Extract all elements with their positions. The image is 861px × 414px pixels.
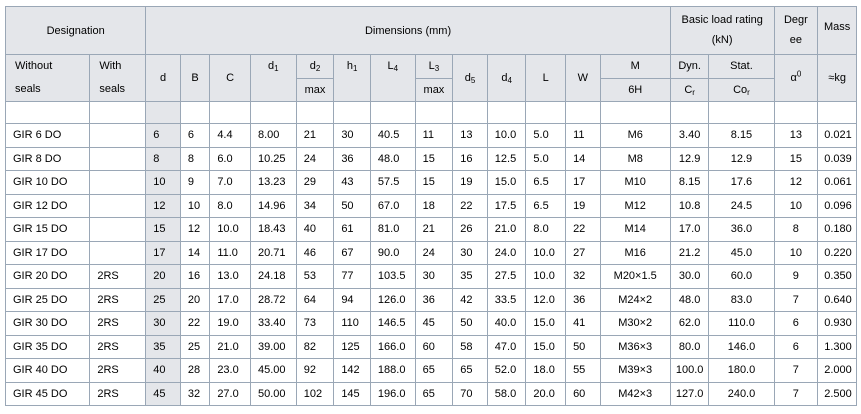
cell-h1: 145 (334, 382, 371, 406)
dimensions-header: Dimensions (mm) (146, 7, 671, 55)
cell-deg: 13 (774, 124, 818, 148)
cell-b: 9 (180, 171, 209, 195)
cell-d4: 17.5 (487, 194, 526, 218)
cell-h1: 67 (334, 241, 371, 265)
cell-without: GIR 20 DO (6, 265, 90, 289)
cell-d: 25 (146, 288, 181, 312)
cell-without: GIR 10 DO (6, 171, 90, 195)
cell-stat: 24.5 (709, 194, 774, 218)
cell-without: GIR 17 DO (6, 241, 90, 265)
cell-d2: 24 (296, 147, 334, 171)
table-row (6, 288, 857, 312)
col-L3-max-header: max (415, 78, 453, 102)
cell-d2: 29 (296, 171, 334, 195)
cell-d4: 58.0 (487, 382, 526, 406)
cell-d5: 13 (453, 124, 488, 148)
cell-b: 32 (180, 382, 209, 406)
cell-stat: 146.0 (709, 335, 774, 359)
cell-h1: 125 (334, 335, 371, 359)
cell-d2: 82 (296, 335, 334, 359)
cell-l4: 146.5 (370, 312, 415, 336)
col-d2-header: $d_2$ (296, 55, 334, 79)
cell-m: M30×2 (600, 312, 670, 336)
cell-l4: 67.0 (370, 194, 415, 218)
cell-d1: 8.00 (250, 124, 296, 148)
cell-dyn: 80.0 (670, 335, 709, 359)
cell-d5: 70 (453, 382, 488, 406)
table-row (6, 241, 857, 265)
cell-d4: 15.0 (487, 171, 526, 195)
cell-mass: 0.061 (818, 171, 857, 195)
cell-w: 60 (566, 382, 601, 406)
mass-header: Mass (818, 7, 857, 55)
cell-stat: 180.0 (709, 359, 774, 383)
cell-l: 20.0 (526, 382, 566, 406)
cell-m: M39×3 (600, 359, 670, 383)
designation-header: Designation (6, 7, 146, 55)
cell-stat: 83.0 (709, 288, 774, 312)
table-row (6, 265, 857, 289)
table-row (6, 194, 857, 218)
col-L-header: L (526, 55, 566, 102)
cell-dyn: 21.2 (670, 241, 709, 265)
cell-c: 19.0 (210, 312, 251, 336)
cell-stat: 12.9 (709, 147, 774, 171)
col-d4-header: $d_4$ (487, 55, 526, 102)
cell-l3: 15 (415, 147, 453, 171)
cell-d2: 21 (296, 124, 334, 148)
cell-l3: 30 (415, 265, 453, 289)
cell-dyn: 10.8 (670, 194, 709, 218)
cell-with: 2RS (90, 335, 146, 359)
cell-l: 15.0 (526, 335, 566, 359)
cell-d: 30 (146, 312, 181, 336)
col-mass-unit-header: ≈kg (818, 55, 857, 102)
cell-d: 10 (146, 171, 181, 195)
cell-d1: 10.25 (250, 147, 296, 171)
cell-l: 6.5 (526, 171, 566, 195)
cell-w: 32 (566, 265, 601, 289)
col-C-header: C (210, 55, 251, 102)
cell-w: 36 (566, 288, 601, 312)
cell-with (90, 124, 146, 148)
cell-d: 45 (146, 382, 181, 406)
cell-l: 15.0 (526, 312, 566, 336)
cell-d5: 19 (453, 171, 488, 195)
cell-mass: 0.039 (818, 147, 857, 171)
col-L4-header: $L_4$ (370, 55, 415, 102)
cell-b: 8 (180, 147, 209, 171)
table-row (6, 124, 857, 148)
cell-w: 22 (566, 218, 601, 242)
cell-l3: 60 (415, 335, 453, 359)
cell-h1: 94 (334, 288, 371, 312)
cell-d5: 26 (453, 218, 488, 242)
col-cor-header: $Co_r$ (709, 78, 774, 102)
cell-d1: 14.96 (250, 194, 296, 218)
cell-stat: 45.0 (709, 241, 774, 265)
cell-l: 6.5 (526, 194, 566, 218)
cell-h1: 36 (334, 147, 371, 171)
cell-m: M14 (600, 218, 670, 242)
cell-d1: 13.23 (250, 171, 296, 195)
cell-w: 50 (566, 335, 601, 359)
cell-without: GIR 12 DO (6, 194, 90, 218)
cell-l: 10.0 (526, 265, 566, 289)
cell-l3: 21 (415, 218, 453, 242)
cell-c: 27.0 (210, 382, 251, 406)
cell-with: 2RS (90, 312, 146, 336)
col-W-header: W (566, 55, 601, 102)
cell-deg: 8 (774, 218, 818, 242)
cell-d: 8 (146, 147, 181, 171)
cell-with: 2RS (90, 359, 146, 383)
cell-l3: 18 (415, 194, 453, 218)
cell-mass: 2.000 (818, 359, 857, 383)
cell-m: M36×3 (600, 335, 670, 359)
cell-deg: 7 (774, 359, 818, 383)
cell-m: M8 (600, 147, 670, 171)
cell-deg: 12 (774, 171, 818, 195)
cell-h1: 50 (334, 194, 371, 218)
cell-d1: 24.18 (250, 265, 296, 289)
col-thread-header: 6H (600, 78, 670, 102)
cell-l4: 103.5 (370, 265, 415, 289)
cell-without: GIR 15 DO (6, 218, 90, 242)
cell-h1: 43 (334, 171, 371, 195)
cell-c: 8.0 (210, 194, 251, 218)
cell-l3: 36 (415, 288, 453, 312)
cell-w: 14 (566, 147, 601, 171)
cell-dyn: 17.0 (670, 218, 709, 242)
cell-l4: 40.5 (370, 124, 415, 148)
cell-with (90, 218, 146, 242)
cell-mass: 0.220 (818, 241, 857, 265)
without-seals-header: Without seals (6, 55, 90, 102)
cell-dyn: 62.0 (670, 312, 709, 336)
cell-dyn: 3.40 (670, 124, 709, 148)
cell-d4: 21.0 (487, 218, 526, 242)
cell-d1: 45.00 (250, 359, 296, 383)
table-body (6, 102, 857, 406)
col-alpha-header: $\alpha^0$ (774, 55, 818, 102)
cell-d4: 24.0 (487, 241, 526, 265)
cell-d2: 40 (296, 218, 334, 242)
cell-d2: 53 (296, 265, 334, 289)
cell-c: 10.0 (210, 218, 251, 242)
cell-l3: 15 (415, 171, 453, 195)
cell-d: 17 (146, 241, 181, 265)
spec-table-wrapper (5, 6, 857, 406)
cell-mass: 1.300 (818, 335, 857, 359)
cell-mass: 0.930 (818, 312, 857, 336)
cell-c: 13.0 (210, 265, 251, 289)
cell-without: GIR 40 DO (6, 359, 90, 383)
cell-d1: 33.40 (250, 312, 296, 336)
col-L3-header: $L_3$ (415, 55, 453, 79)
cell-c: 21.0 (210, 335, 251, 359)
table-row (6, 335, 857, 359)
cell-l: 12.0 (526, 288, 566, 312)
cell-h1: 30 (334, 124, 371, 148)
cell-dyn: 48.0 (670, 288, 709, 312)
cell-dyn: 30.0 (670, 265, 709, 289)
cell-d5: 30 (453, 241, 488, 265)
cell-deg: 10 (774, 241, 818, 265)
cell-d: 40 (146, 359, 181, 383)
cell-b: 20 (180, 288, 209, 312)
cell-w: 55 (566, 359, 601, 383)
cell-d: 35 (146, 335, 181, 359)
cell-l: 5.0 (526, 147, 566, 171)
cell-deg: 10 (774, 194, 818, 218)
table-header (6, 7, 857, 102)
table-row (6, 382, 857, 406)
col-d2-max-header: max (296, 78, 334, 102)
cell-m: M12 (600, 194, 670, 218)
cell-b: 12 (180, 218, 209, 242)
table-row (6, 218, 857, 242)
cell-dyn: 100.0 (670, 359, 709, 383)
spacer-row (6, 102, 857, 124)
cell-d: 15 (146, 218, 181, 242)
cell-stat: 8.15 (709, 124, 774, 148)
cell-deg: 9 (774, 265, 818, 289)
cell-b: 6 (180, 124, 209, 148)
cell-mass: 0.021 (818, 124, 857, 148)
cell-l: 18.0 (526, 359, 566, 383)
cell-l: 8.0 (526, 218, 566, 242)
cell-d: 20 (146, 265, 181, 289)
cell-c: 6.0 (210, 147, 251, 171)
cell-l4: 196.0 (370, 382, 415, 406)
cell-h1: 61 (334, 218, 371, 242)
cell-d: 12 (146, 194, 181, 218)
cell-l4: 90.0 (370, 241, 415, 265)
cell-l: 10.0 (526, 241, 566, 265)
cell-d5: 22 (453, 194, 488, 218)
cell-h1: 110 (334, 312, 371, 336)
col-M-header: M (600, 55, 670, 79)
cell-d1: 28.72 (250, 288, 296, 312)
cell-with: 2RS (90, 288, 146, 312)
cell-stat: 17.6 (709, 171, 774, 195)
cell-d5: 50 (453, 312, 488, 336)
cell-d4: 12.5 (487, 147, 526, 171)
cell-l4: 188.0 (370, 359, 415, 383)
cell-stat: 60.0 (709, 265, 774, 289)
cell-without: GIR 35 DO (6, 335, 90, 359)
cell-d1: 20.71 (250, 241, 296, 265)
cell-h1: 77 (334, 265, 371, 289)
cell-d4: 40.0 (487, 312, 526, 336)
cell-d1: 39.00 (250, 335, 296, 359)
cell-l4: 81.0 (370, 218, 415, 242)
load-rating-header: Basic load rating (kN) (670, 7, 774, 55)
cell-with (90, 147, 146, 171)
cell-b: 14 (180, 241, 209, 265)
cell-d5: 65 (453, 359, 488, 383)
cell-d2: 34 (296, 194, 334, 218)
cell-w: 27 (566, 241, 601, 265)
cell-stat: 110.0 (709, 312, 774, 336)
col-B-header: B (180, 55, 209, 102)
col-d-header: d (146, 55, 181, 102)
cell-d1: 18.43 (250, 218, 296, 242)
cell-w: 19 (566, 194, 601, 218)
cell-l3: 45 (415, 312, 453, 336)
cell-b: 28 (180, 359, 209, 383)
cell-w: 11 (566, 124, 601, 148)
with-seals-header: With seals (90, 55, 146, 102)
cell-m: M20×1.5 (600, 265, 670, 289)
cell-mass: 0.350 (818, 265, 857, 289)
col-d1-header: $d_1$ (250, 55, 296, 102)
cell-l4: 126.0 (370, 288, 415, 312)
cell-mass: 0.640 (818, 288, 857, 312)
cell-c: 4.4 (210, 124, 251, 148)
cell-deg: 6 (774, 312, 818, 336)
cell-without: GIR 30 DO (6, 312, 90, 336)
cell-d2: 92 (296, 359, 334, 383)
cell-d2: 64 (296, 288, 334, 312)
cell-w: 17 (566, 171, 601, 195)
table-row (6, 312, 857, 336)
table-row (6, 147, 857, 171)
cell-with: 2RS (90, 265, 146, 289)
cell-with (90, 241, 146, 265)
cell-without: GIR 45 DO (6, 382, 90, 406)
cell-l3: 11 (415, 124, 453, 148)
cell-d5: 58 (453, 335, 488, 359)
cell-with (90, 171, 146, 195)
cell-m: M42×3 (600, 382, 670, 406)
cell-c: 23.0 (210, 359, 251, 383)
cell-without: GIR 6 DO (6, 124, 90, 148)
cell-w: 41 (566, 312, 601, 336)
cell-b: 22 (180, 312, 209, 336)
cell-m: M10 (600, 171, 670, 195)
cell-d2: 73 (296, 312, 334, 336)
cell-h1: 142 (334, 359, 371, 383)
col-stat-header: Stat. (709, 55, 774, 79)
cell-d4: 47.0 (487, 335, 526, 359)
cell-c: 17.0 (210, 288, 251, 312)
cell-deg: 15 (774, 147, 818, 171)
col-cr-header: $C_r$ (670, 78, 709, 102)
cell-deg: 6 (774, 335, 818, 359)
cell-d4: 10.0 (487, 124, 526, 148)
cell-stat: 36.0 (709, 218, 774, 242)
cell-d4: 33.5 (487, 288, 526, 312)
cell-d5: 16 (453, 147, 488, 171)
cell-l4: 166.0 (370, 335, 415, 359)
cell-d2: 46 (296, 241, 334, 265)
cell-d4: 52.0 (487, 359, 526, 383)
cell-b: 10 (180, 194, 209, 218)
cell-l: 5.0 (526, 124, 566, 148)
cell-l4: 48.0 (370, 147, 415, 171)
cell-without: GIR 8 DO (6, 147, 90, 171)
cell-d1: 50.00 (250, 382, 296, 406)
cell-deg: 7 (774, 382, 818, 406)
cell-with (90, 194, 146, 218)
col-dyn-header: Dyn. (670, 55, 709, 79)
cell-mass: 2.500 (818, 382, 857, 406)
cell-d2: 102 (296, 382, 334, 406)
cell-dyn: 127.0 (670, 382, 709, 406)
cell-d4: 27.5 (487, 265, 526, 289)
cell-dyn: 8.15 (670, 171, 709, 195)
cell-l3: 65 (415, 359, 453, 383)
cell-b: 16 (180, 265, 209, 289)
cell-mass: 0.180 (818, 218, 857, 242)
cell-m: M24×2 (600, 288, 670, 312)
degree-header: Degr ee (774, 7, 818, 55)
cell-with: 2RS (90, 382, 146, 406)
cell-d5: 42 (453, 288, 488, 312)
cell-stat: 240.0 (709, 382, 774, 406)
cell-d5: 35 (453, 265, 488, 289)
cell-c: 7.0 (210, 171, 251, 195)
cell-m: M16 (600, 241, 670, 265)
cell-b: 25 (180, 335, 209, 359)
table-row (6, 359, 857, 383)
table-row (6, 171, 857, 195)
cell-without: GIR 25 DO (6, 288, 90, 312)
cell-m: M6 (600, 124, 670, 148)
cell-d: 6 (146, 124, 181, 148)
cell-l3: 65 (415, 382, 453, 406)
bearing-spec-table (5, 6, 857, 406)
cell-dyn: 12.9 (670, 147, 709, 171)
col-h1-header: $h_1$ (334, 55, 371, 102)
cell-l4: 57.5 (370, 171, 415, 195)
cell-c: 11.0 (210, 241, 251, 265)
cell-mass: 0.096 (818, 194, 857, 218)
cell-l3: 24 (415, 241, 453, 265)
col-d5-header: $d_5$ (453, 55, 488, 102)
cell-deg: 7 (774, 288, 818, 312)
